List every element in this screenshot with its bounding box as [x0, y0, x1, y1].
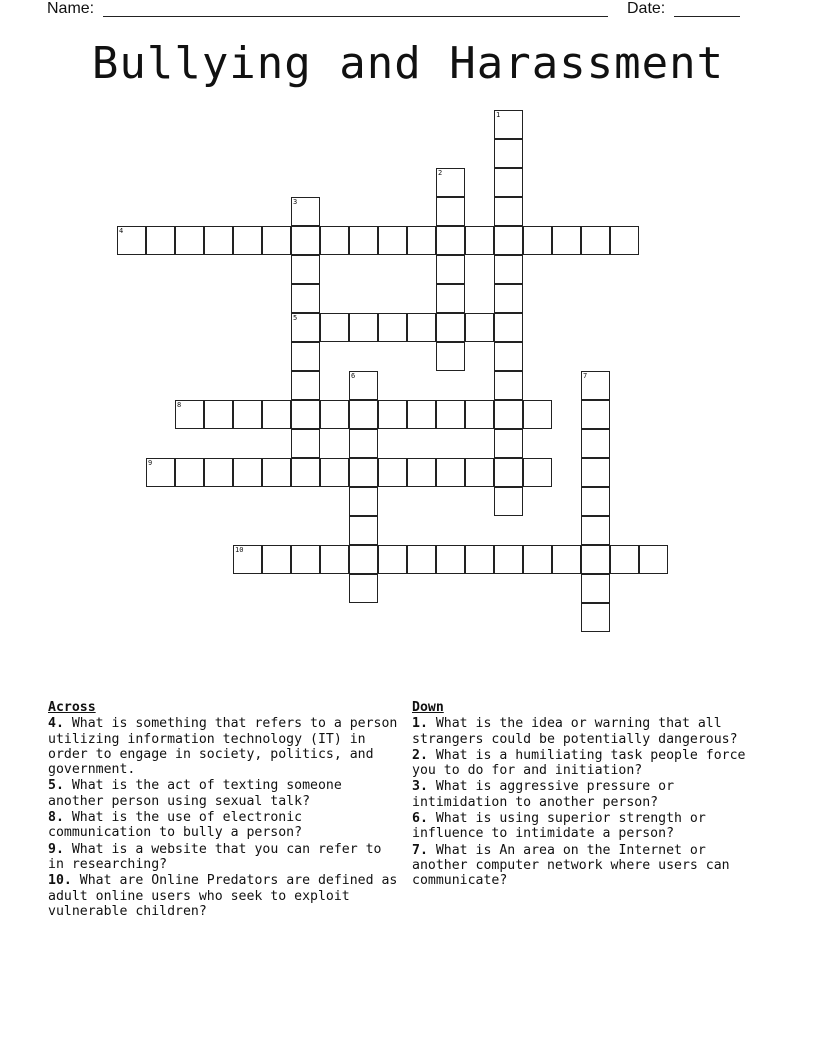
- crossword-cell[interactable]: [436, 545, 465, 574]
- crossword-cell[interactable]: [291, 458, 320, 487]
- clue-number: 6: [351, 372, 356, 380]
- crossword-cell[interactable]: [349, 371, 378, 400]
- clue-text: What is a website that you can refer to in researching?: [48, 841, 382, 872]
- crossword-cell[interactable]: [320, 226, 349, 255]
- across-clues: [48, 700, 404, 920]
- crossword-cell[interactable]: [494, 168, 523, 197]
- crossword-cell[interactable]: [465, 545, 494, 574]
- clue-text: What is the use of electronic communication to bully a person?: [48, 810, 303, 841]
- crossword-cell[interactable]: [581, 429, 610, 458]
- clue-number: 3.: [412, 779, 428, 795]
- clue-number: 5: [293, 314, 298, 322]
- down-clue: [412, 716, 762, 747]
- crossword-cell[interactable]: [581, 603, 610, 632]
- crossword-cell[interactable]: [117, 226, 146, 255]
- crossword-cell[interactable]: [436, 400, 465, 429]
- crossword-cell[interactable]: [146, 458, 175, 487]
- crossword-cell[interactable]: [494, 458, 523, 487]
- clue-number: 10.: [48, 873, 72, 889]
- crossword-cell[interactable]: [291, 342, 320, 371]
- crossword-cell[interactable]: [639, 545, 668, 574]
- crossword-cell[interactable]: [291, 255, 320, 284]
- clue-number: 7.: [412, 842, 428, 858]
- crossword-cell[interactable]: [581, 487, 610, 516]
- crossword-cell[interactable]: [349, 545, 378, 574]
- clue-number: 9.: [48, 841, 64, 857]
- crossword-cell[interactable]: [494, 110, 523, 139]
- crossword-cell[interactable]: [581, 371, 610, 400]
- crossword-cell[interactable]: [349, 313, 378, 342]
- across-clue: [48, 810, 404, 841]
- across-clue: [48, 873, 404, 919]
- clue-number: 6.: [412, 811, 428, 827]
- crossword-cell[interactable]: [204, 458, 233, 487]
- crossword-cell[interactable]: [523, 226, 552, 255]
- crossword-cell[interactable]: [378, 313, 407, 342]
- crossword-cell[interactable]: [523, 458, 552, 487]
- clue-number: 2.: [412, 747, 428, 763]
- crossword-cell[interactable]: [233, 226, 262, 255]
- clue-number: 9: [148, 459, 153, 467]
- crossword-cell[interactable]: [262, 400, 291, 429]
- crossword-cell[interactable]: [407, 458, 436, 487]
- crossword-cell[interactable]: [436, 255, 465, 284]
- down-clue: [412, 811, 762, 842]
- down-clue: [412, 843, 762, 889]
- crossword-cell[interactable]: [610, 545, 639, 574]
- crossword-cell[interactable]: [407, 313, 436, 342]
- crossword-cell[interactable]: [291, 429, 320, 458]
- clue-number: 3: [293, 198, 298, 206]
- crossword-cell[interactable]: [610, 226, 639, 255]
- clue-text: What is An area on the Internet or another computer network where users can communicate?: [412, 842, 730, 889]
- clue-number: 2: [438, 169, 443, 177]
- clue-number: 7: [583, 372, 588, 380]
- crossword-cell[interactable]: [146, 226, 175, 255]
- crossword-cell[interactable]: [320, 400, 349, 429]
- crossword-cell[interactable]: [175, 400, 204, 429]
- crossword-cell[interactable]: [320, 313, 349, 342]
- clue-text: What is the idea or warning that all strangers could be potentially dangerous?: [412, 716, 738, 747]
- crossword-cell[interactable]: [349, 574, 378, 603]
- clue-text: What is using superior strength or influence to intimidate a person?: [412, 811, 706, 842]
- crossword-cell[interactable]: [465, 313, 494, 342]
- crossword-cell[interactable]: [436, 313, 465, 342]
- crossword-cell[interactable]: [291, 197, 320, 226]
- clue-number: 8: [177, 401, 182, 409]
- crossword-cell[interactable]: [581, 226, 610, 255]
- crossword-cell[interactable]: [291, 226, 320, 255]
- down-clue: [412, 779, 762, 810]
- clue-number: 4: [119, 227, 124, 235]
- crossword-cell[interactable]: [436, 342, 465, 371]
- crossword-cell[interactable]: [494, 545, 523, 574]
- crossword-cell[interactable]: [407, 226, 436, 255]
- crossword-cell[interactable]: [349, 226, 378, 255]
- crossword-cell[interactable]: [494, 255, 523, 284]
- crossword-cell[interactable]: [349, 516, 378, 545]
- crossword-cell[interactable]: [291, 313, 320, 342]
- crossword-cell[interactable]: [175, 226, 204, 255]
- across-clue: [48, 842, 404, 873]
- crossword-cell[interactable]: [378, 458, 407, 487]
- clue-number: 10: [235, 546, 244, 554]
- clue-number: 1: [496, 111, 501, 119]
- crossword-cell[interactable]: [233, 400, 262, 429]
- crossword-cell[interactable]: [378, 545, 407, 574]
- down-clues: [412, 700, 762, 890]
- crossword-cell[interactable]: [204, 226, 233, 255]
- crossword-cell[interactable]: [465, 400, 494, 429]
- crossword-cell[interactable]: [581, 400, 610, 429]
- crossword-cell[interactable]: [320, 458, 349, 487]
- crossword-cell[interactable]: [552, 545, 581, 574]
- crossword-cell[interactable]: [436, 458, 465, 487]
- crossword-cell[interactable]: [175, 458, 204, 487]
- clue-text: What are Online Predators are defined as adult online users who seek to exploit vulnerable children?: [48, 873, 398, 919]
- across-heading: Across: [48, 700, 96, 715]
- crossword-cell[interactable]: [436, 197, 465, 226]
- clue-number: 4.: [48, 716, 64, 732]
- crossword-cell[interactable]: [581, 545, 610, 574]
- clue-text: What is aggressive pressure or intimidation to another person?: [412, 779, 675, 810]
- crossword-cell[interactable]: [262, 226, 291, 255]
- crossword-cell[interactable]: [349, 487, 378, 516]
- crossword-cell[interactable]: [291, 545, 320, 574]
- crossword-cell[interactable]: [436, 284, 465, 313]
- crossword-cell[interactable]: [494, 400, 523, 429]
- crossword-cell[interactable]: [262, 545, 291, 574]
- crossword-cell[interactable]: [407, 545, 436, 574]
- clue-number: 5.: [48, 778, 64, 794]
- crossword-cell[interactable]: [494, 139, 523, 168]
- crossword-cell[interactable]: [523, 400, 552, 429]
- across-clue: [48, 778, 404, 809]
- crossword-cell[interactable]: [494, 197, 523, 226]
- crossword-cell[interactable]: [233, 545, 262, 574]
- crossword-cell[interactable]: [494, 342, 523, 371]
- crossword-cell[interactable]: [494, 313, 523, 342]
- crossword-cell[interactable]: [465, 458, 494, 487]
- date-label: Date:: [627, 0, 666, 17]
- crossword-cell[interactable]: [407, 400, 436, 429]
- crossword-cell[interactable]: [494, 487, 523, 516]
- clue-number: 1.: [412, 716, 428, 732]
- crossword-cell[interactable]: [581, 458, 610, 487]
- crossword-cell[interactable]: [494, 429, 523, 458]
- crossword-cell[interactable]: [320, 545, 349, 574]
- down-clue: [412, 748, 762, 779]
- crossword-cell[interactable]: [436, 168, 465, 197]
- crossword-cell[interactable]: [378, 400, 407, 429]
- page-title: Bullying and Harassment: [91, 38, 725, 89]
- crossword-cell[interactable]: [378, 226, 407, 255]
- crossword-cell[interactable]: [523, 545, 552, 574]
- clue-text: What is the act of texting someone another person using sexual talk?: [48, 778, 342, 809]
- crossword-cell[interactable]: [494, 371, 523, 400]
- crossword-cell[interactable]: [552, 226, 581, 255]
- crossword-cell[interactable]: [494, 226, 523, 255]
- crossword-cell[interactable]: [204, 400, 233, 429]
- clue-text: What is a humiliating task people force you to do for and initiation?: [412, 747, 746, 779]
- across-clue: [48, 716, 404, 777]
- crossword-cell[interactable]: [349, 458, 378, 487]
- clue-text: What is something that refers to a person utilizing information technology (IT) in order to engage in society, politics, and government.: [48, 716, 398, 778]
- crossword-cell[interactable]: [349, 429, 378, 458]
- crossword-cell[interactable]: [581, 516, 610, 545]
- name-label: Name:: [47, 0, 95, 17]
- crossword-cell[interactable]: [262, 458, 291, 487]
- crossword-cell[interactable]: [494, 284, 523, 313]
- crossword-cell[interactable]: [349, 400, 378, 429]
- clue-number: 8.: [48, 810, 64, 826]
- crossword-cell[interactable]: [465, 226, 494, 255]
- crossword-cell[interactable]: [233, 458, 262, 487]
- crossword-cell[interactable]: [291, 400, 320, 429]
- crossword-cell[interactable]: [581, 574, 610, 603]
- crossword-cell[interactable]: [291, 371, 320, 400]
- crossword-cell[interactable]: [291, 284, 320, 313]
- down-heading: Down: [412, 700, 444, 715]
- crossword-cell[interactable]: [436, 226, 465, 255]
